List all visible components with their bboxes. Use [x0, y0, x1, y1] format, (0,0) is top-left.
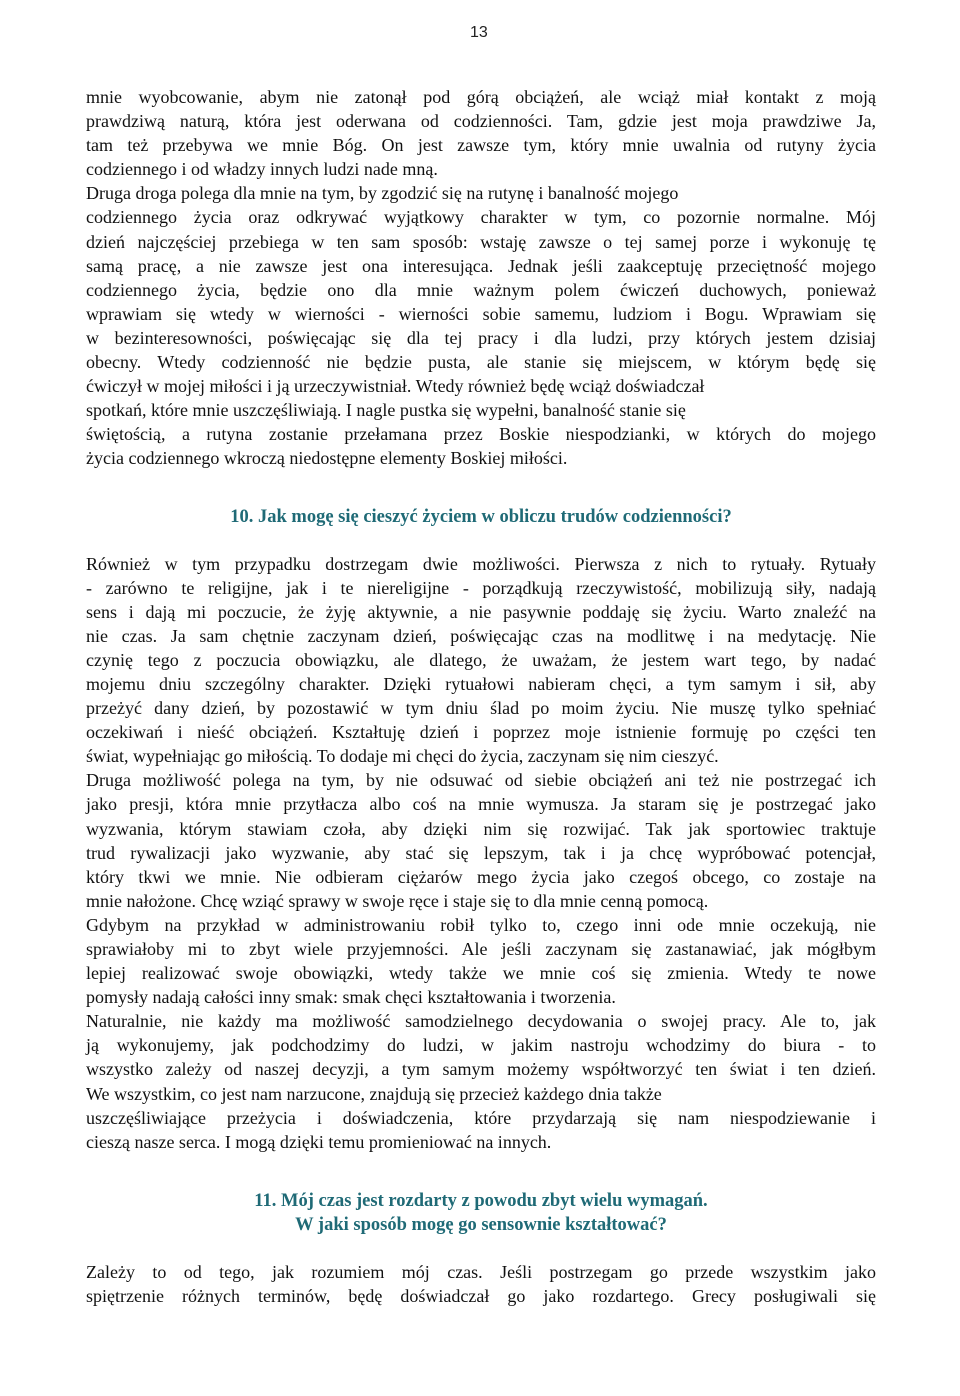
paragraph-block-3	[86, 1260, 876, 1308]
text-line: sens i dają mi poczucie, że żyję aktywnie, a nie pasywnie poddaję się życiu. Warto znaleźć na	[86, 601, 876, 622]
text-line: samą pracę, a nie zawsze jest ona interesująca. Jednak jeśli zaakceptuję przeciętność mojego	[86, 255, 876, 276]
text-line: Również w tym przypadku dostrzegam dwie możliwości. Pierwsza z nich to rytuały. Rytuały	[86, 553, 876, 574]
paragraph-block-1	[86, 85, 876, 471]
text-line: Zależy to od tego, jak rozumiem mój czas. Jeśli postrzegam go przede wszystkim jako	[86, 1261, 876, 1282]
text-line: pomysły nadają całości inny smak: smak chęci kształtowania i tworzenia.	[86, 987, 616, 1008]
section-heading-11	[86, 1189, 876, 1237]
section-heading-line: 11. Mój czas jest rozdarty z powodu zbyt wielu wymagań.	[254, 1190, 708, 1211]
text-line: uszczęśliwiające przeżycia i doświadczenia, które przydarzają się nam niespodziewanie i	[86, 1107, 876, 1128]
text-line: ćwiczył w mojej miłości i ją urzeczywistniał. Wtedy również będę wciąż doświadczał	[86, 376, 705, 397]
text-line: tam też przebywa we mnie Bóg. On jest zawsze tym, który mnie uwalnia od rutyny życia	[86, 135, 876, 156]
text-line: mojemu dniu szczególny charakter. Dzięki rytuałowi nabieram chęci, a tym samym i sił, aby	[86, 673, 876, 694]
text-line: obecny. Wtedy codzienność nie będzie pusta, ale stanie się miejscem, w którym będę się	[86, 352, 876, 373]
text-line: spotkań, które mnie uszczęśliwiają. I nagle pustka się wypełni, banalność stanie się	[86, 400, 686, 421]
section-heading-10: 10. Jak mogę się cieszyć życiem w obliczu trudów codzienności?	[230, 506, 732, 527]
text-line: sprawiałoby mi to zbyt wiele przyjemności. Ale jeśli zaczynam się zastanawiać, jak mógłbym	[86, 939, 876, 959]
text-line: We wszystkim, co jest nam narzucone, znajdują się przecież każdego dnia także	[86, 1083, 662, 1104]
text-line: codziennego życia, będzie ono dla mnie ważnym polem ćwiczeń duchowych, ponieważ	[86, 279, 876, 300]
text-line: czynię tego z poczucia obowiązku, ale dlatego, że uważam, że jestem wart tego, by nadać	[86, 649, 876, 670]
text-line: mnie nałożone. Chcę wziąć sprawy w swoje ręce i staje się to dla mnie cenną pomocą.	[86, 890, 709, 911]
section-heading-line: W jaki sposób mogę go sensownie kształtować?	[295, 1214, 667, 1235]
page-content	[86, 85, 876, 1308]
text-line: trud rywalizacji jako wyzwanie, aby stać się lepszym, tak i ja chcę wypróbować potencjał,	[86, 842, 876, 863]
text-line: ją wykonujemy, jak podchodzimy do ludzi, w jakim nastroju wchodzimy do biura - to	[86, 1035, 876, 1056]
text-line: Gdybym na przykład w administrowaniu robił tylko to, czego inni ode mnie oczekują, nie	[86, 914, 876, 935]
text-line: wyzwania, którym stawiam czoła, aby dzięki nim się rozwijać. Tak jak sportowiec traktuje	[86, 818, 876, 839]
text-line: wprawiam się wtedy w wierności - wierności sobie samemu, ludziom i Bogu. Wprawiam się	[86, 303, 876, 324]
paragraph-block-2	[86, 552, 876, 1154]
text-line: oczekiwań i nieść obciążeń. Kształtuję dzień i poprzez moje istnienie formuję po części ten	[86, 722, 876, 743]
text-line: lepiej realizować swoje obowiązki, wtedy także we mnie coś się zmienia. Wtedy te nowe	[86, 963, 876, 984]
text-line: świętością, a rutyna zostanie przełamana przez Boskie niespodzianki, w których do mojego	[86, 424, 876, 445]
text-line: spiętrzenie różnych terminów, będę doświadczał go jako rozdartego. Grecy posługiwali się	[86, 1285, 876, 1306]
text-line: codziennego i od władzy innych ludzi nade mną.	[86, 159, 438, 180]
text-line: wszystko zależy od naszej decyzji, a tym samym możemy współtworzyć ten świat i ten dzień.	[86, 1059, 876, 1080]
text-line: który tkwi we mnie. Nie odbieram ciężarów mego życia jako czegoś obcego, co zostaje na	[86, 866, 876, 887]
text-line: cieszą nasze serca. I mogą dzięki temu promieniować na innych.	[86, 1131, 552, 1152]
text-line: nie czas. Ja sam chętnie zaczynam dzień, poświęcając czas na modlitwę i na medytację. Nie	[86, 625, 876, 646]
text-line: Druga możliwość polega na tym, by nie odsuwać od siebie obciążeń ani też nie postrzegać ich	[86, 770, 876, 791]
text-line: Naturalnie, nie każdy ma możliwość samodzielnego decydowania o swojej pracy. Ale to, jak	[86, 1011, 876, 1032]
text-line: w bezinteresowności, poświęcając się dla tej pracy i dla ludzi, przy których jestem dzisiaj	[86, 327, 876, 348]
text-line: świat, wypełniając go miłością. To dodaje mi chęci do życia, zaczynam się nim cieszyć.	[86, 746, 719, 767]
text-line: dzień najczęściej przebiega w ten sam sposób: wstaję zawsze o tej samej porze i wykonuję tę	[86, 231, 876, 252]
text-line: - zarówno te religijne, jak i te niereligijne - porządkują rzeczywistość, mobilizują siły, nadają	[86, 577, 876, 598]
text-line: codziennego życia oraz odkrywać wyjątkowy charakter w tym, co pozornie normalne. Mój	[86, 207, 876, 228]
page-number: 13	[470, 24, 488, 41]
text-line: życia codziennego wkroczą niedostępne elementy Boskiej miłości.	[86, 448, 568, 469]
text-line: Druga droga polega dla mnie na tym, by zgodzić się na rutynę i banalność mojego	[86, 183, 679, 204]
text-line: mnie wyobcowanie, abym nie zatonął pod górą obciążeń, ale wciąż miał kontakt z moją	[86, 87, 876, 107]
text-line: przeżyć dany dzień, by pozostawić w tym dniu ślad po moim życiu. Nie muszę tylko spełniać	[86, 698, 876, 719]
text-line: jako presji, która mnie przytłacza albo coś na mnie wymusza. Ja staram się je postrzegać jako	[86, 794, 876, 815]
text-line: prawdziwą naturą, która jest oderwana od codzienności. Tam, gdzie jest moja prawdziwe Ja,	[86, 111, 876, 132]
